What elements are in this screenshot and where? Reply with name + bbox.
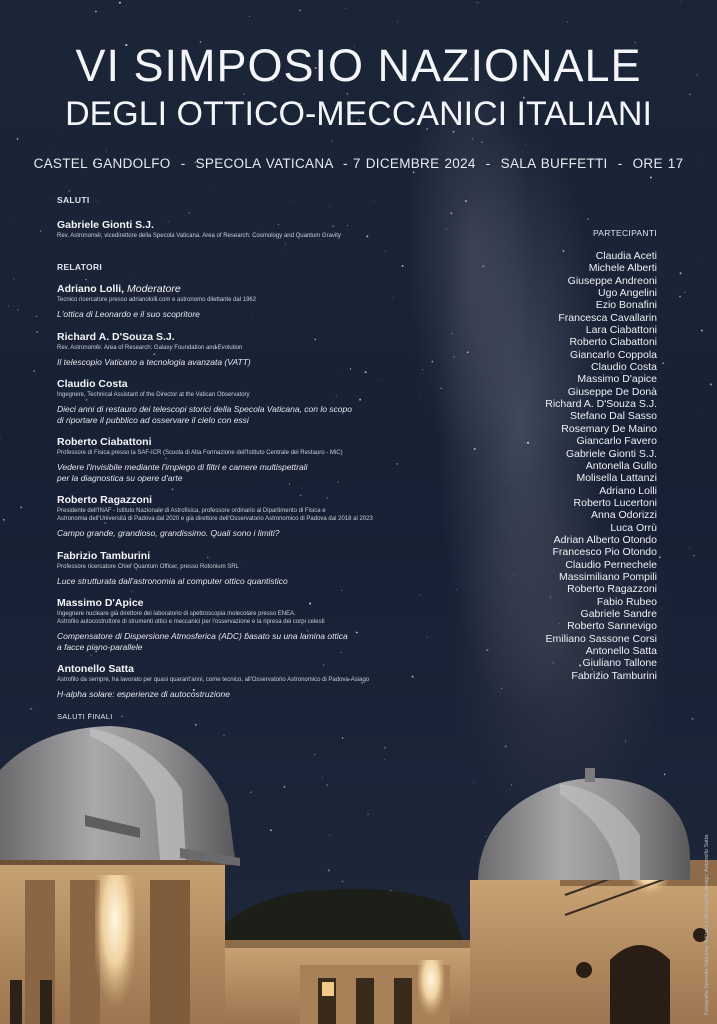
participant-name: Fabio Rubeo: [596, 595, 657, 608]
talk-title: Vedere l'invisibile mediante l'impiego di filtri e camere multispettrali per la diagnostica su opere d'arte: [57, 462, 308, 483]
speaker-name: Claudio Costa: [57, 378, 128, 390]
participant-name: Molisella Lattanzi: [576, 472, 657, 485]
greeting-desc: Rev. Astronomer, vicedirettore della Specola Vaticana. Area of Research: Cosmology and Quantum Gravity: [57, 233, 341, 239]
event-details: CASTEL GANDOLFO - SPECOLA VATICANA - 7 DICEMBRE 2024 - SALA BUFFETTI - ORE 17: [33, 156, 684, 171]
participant-name: Ezio Bonafini: [595, 299, 657, 312]
participant-name: Roberto Lucertoni: [573, 496, 657, 509]
participant-name: Francesco Pio Otondo: [552, 546, 657, 559]
participant-name: Roberto Ragazzoni: [567, 583, 657, 596]
participant-name: Claudio Pernechele: [565, 558, 657, 571]
speaker-description: Tecnico ricercatore presso adrianololli.com e astronomo dilettante dal 1962: [57, 297, 257, 303]
talk-title: Compensatore di Dispersione Atmosferica (ADC) basato su una lamina ottica a facce piano-parallele: [57, 631, 348, 652]
lamp-glow-left: [95, 875, 135, 1024]
closing-label: SALUTI FINALI: [57, 711, 113, 721]
participant-name: Anna Odorizzi: [591, 509, 657, 522]
speaker-description: Ingegnere nucleare già direttore del laboratorio di spettroscopia molecolare presso ENEA. Astrofilo autocostruttore di strumenti ottici e meccanici per l'osservazione e la ripresa dei corpi celesti: [57, 611, 325, 625]
speaker-name: Massimo D'Apice: [57, 597, 144, 609]
speaker-description: Ingegnere, Technical Assistant of the Director at the Vatican Observatory: [57, 392, 250, 398]
participant-name: Antonello Satta: [585, 645, 657, 657]
speaker-name: Fabrizio Tamburini: [57, 549, 151, 562]
participant-name: Giuliano Tallone: [582, 657, 657, 670]
title-line-2: DEGLI OTTICO-MECCANICI ITALIANI: [65, 95, 652, 133]
speaker-name: Antonello Satta: [57, 663, 135, 675]
participant-name: Emiliano Sassone Corsi: [545, 632, 657, 645]
participant-name: Francesca Cavallarin: [558, 311, 657, 324]
participant-name: Claudia Aceti: [595, 250, 657, 262]
participant-name: Stefano Dal Sasso: [570, 410, 657, 423]
talk-title: L'ottica di Leonardo e il suo scopritore: [57, 309, 200, 319]
participant-name: Antonella Gullo: [585, 459, 657, 472]
participant-name: Giancarlo Favero: [576, 435, 657, 448]
participant-name: Massimiliano Pompili: [558, 570, 657, 583]
participant-name: Gabriele Sandre: [580, 607, 657, 620]
participant-name: Richard A. D'Souza S.J.: [545, 398, 657, 411]
speaker-name: Roberto Ragazzoni: [57, 494, 153, 506]
speaker-description: Professore di Fisica presso la SAF-ICR (Scuola di Alta Formazione dell'Istituto Centrale del Restauro - MiC): [57, 450, 343, 456]
participant-name: Roberto Ciabattoni: [569, 336, 657, 349]
participant-name: Fabrizio Tamburini: [571, 669, 657, 682]
participant-name: Massimo D'apice: [577, 373, 657, 386]
participant-name: Ugo Angelini: [598, 287, 657, 300]
speaker-name: Richard A. D'Souza S.J.: [57, 330, 175, 343]
right-building: [470, 880, 717, 1024]
talk-title: Il telescopio Vaticano a tecnologia avanzata (VATT): [57, 356, 251, 367]
speaker-name: Roberto Ciabattoni: [57, 436, 152, 448]
saluti-label: SALUTI: [57, 195, 90, 205]
greeting-name: Gabriele Gionti S.J.: [57, 219, 154, 231]
participant-name: Claudio Costa: [591, 361, 657, 374]
speaker-name: Adriano Lolli, Moderatore: [57, 283, 181, 295]
participant-name: Giuseppe De Donà: [567, 385, 657, 398]
talk-title: Dieci anni di restauro dei telescopi storici della Specola Vaticana, con lo scopo di riportare il pubblico ad osservare il cielo con essi: [57, 404, 352, 425]
participant-name: Adriano Lolli: [599, 484, 657, 497]
speaker-description: Professore ricercatore Chief Quantum Officer, presso Rotonium SRL: [57, 563, 239, 570]
photo-credit: Fotografia Specola Vaticana: Adriano Lolli Graphic design: Antonello Satta: [704, 834, 710, 1015]
participant-name: Roberto Sannevigo: [567, 620, 657, 633]
participant-name: Giancarlo Coppola: [570, 348, 657, 361]
participant-name: Michele Alberti: [588, 262, 657, 275]
lamp-glow-center: [418, 960, 444, 1024]
participant-name: Giuseppe Andreoni: [567, 274, 657, 287]
speaker-description: Presidente dell'INAF - Istituto Nazionale di Astrofisica, professore ordinario al Dipartimento di Fisica e Astronomia dell'Università di Padova dal 2020 e già direttore dell'Osservatorio Astronomico di Padova dal 2018 al 2023: [57, 508, 373, 522]
talk-title: Campo grande, grandioso, grandissimo. Quali sono i limiti?: [57, 528, 280, 538]
participant-name: Gabriele Gionti S.J.: [565, 447, 657, 460]
talk-title: H-alpha solare: esperienze di autocostruzione: [57, 689, 230, 699]
participant-name: Rosemary De Maino: [561, 422, 657, 435]
participants-title: PARTECIPANTI: [592, 228, 657, 238]
talk-title: Luce strutturata dall'astronomia al computer ottico quantistico: [57, 575, 288, 586]
participant-name: Lara Ciabattoni: [585, 324, 657, 337]
title-line-1: VI SIMPOSIO NAZIONALE: [75, 40, 642, 91]
participant-name: Adrian Alberto Otondo: [553, 533, 657, 546]
participant-name: Luca Orrù: [610, 521, 657, 534]
relatori-label: RELATORI: [57, 262, 103, 272]
speaker-description: Rev. Astronomer. Area of Research: Galaxy Foundation and Evolution: [57, 344, 243, 351]
speaker-description: Astrofilo da sempre, ha lavorato per quasi quarant'anni, come tecnico, all'Osservatorio Astronomico di Padova-Asiago: [57, 677, 370, 683]
